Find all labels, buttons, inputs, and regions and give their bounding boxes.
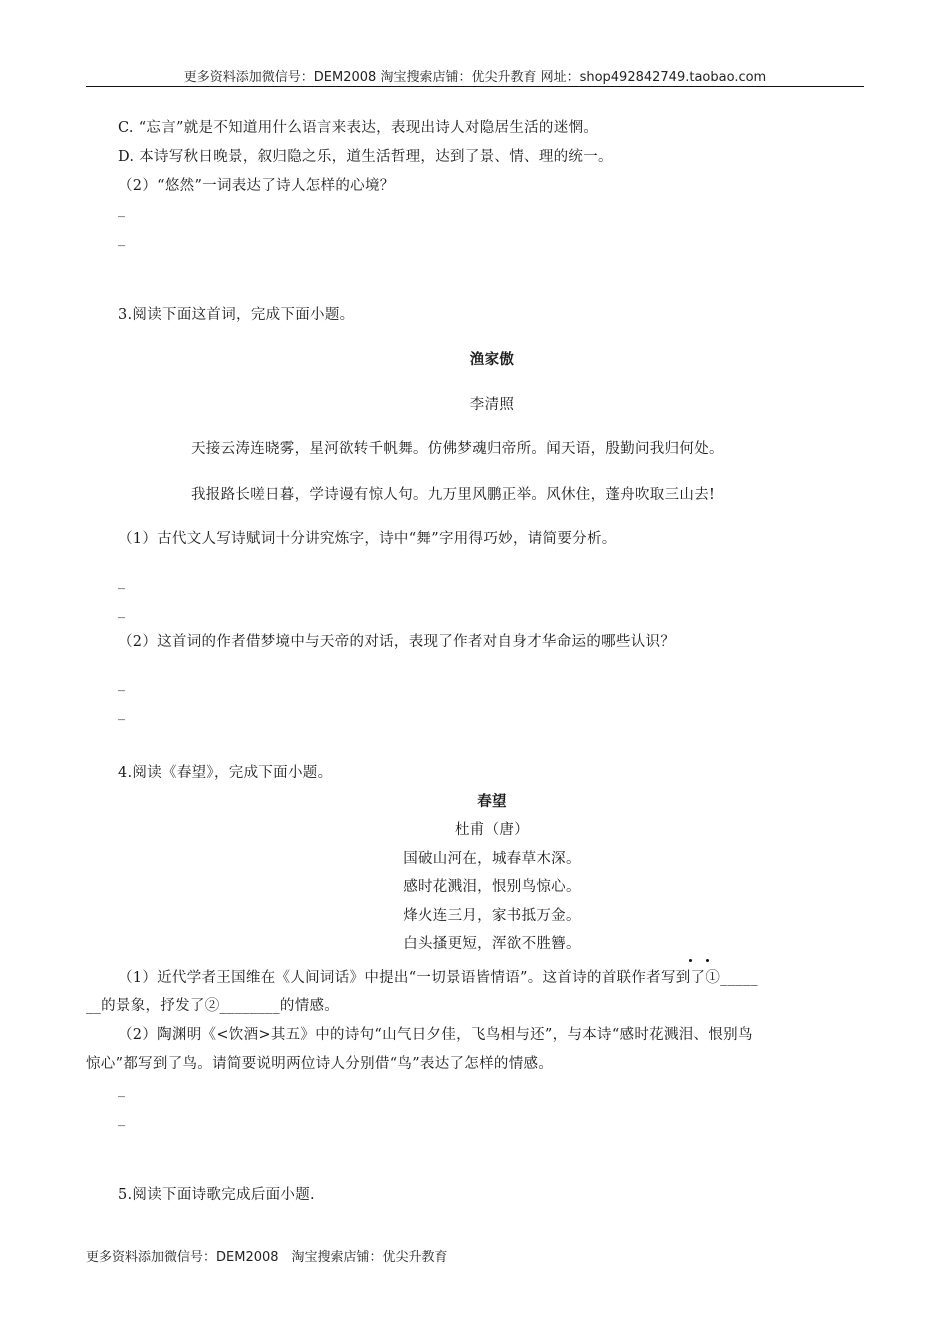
q4-sub2-blank-2[interactable]: _ xyxy=(118,1111,125,1127)
q4-intro: 4.阅读《春望》，完成下面小题。 xyxy=(118,765,333,781)
q4-sub1-line-1: （1）近代学者王国维在《人间词话》中提出“一切景语皆情语”。这首诗的首联作者写到了①_____ xyxy=(118,970,758,986)
q5-intro: 5.阅读下面诗歌完成后面小题. xyxy=(118,1187,315,1203)
q4-poem-line-1: 国破山河在，城春草木深。 xyxy=(403,851,581,867)
q4-poem-line-2: 感时花溅泪，恨别鸟惊心。 xyxy=(403,879,581,895)
q3-sub1-blank-1[interactable]: _ xyxy=(118,574,125,590)
q3-sub1-blank-2[interactable]: _ xyxy=(118,603,125,619)
emphasis-dot xyxy=(706,959,709,962)
q2-option-c: C. “忘言”就是不知道用什么语言来表达，表现出诗人对隐居生活的迷惘。 xyxy=(118,120,599,136)
q4-poem-author: 杜甫（唐） xyxy=(455,822,529,838)
q4-sub1-line-2: __的景象，抒发了②________的情感。 xyxy=(86,998,340,1014)
q2-option-d: D. 本诗写秋日晚景，叙归隐之乐，道生活哲理，达到了景、情、理的统一。 xyxy=(118,149,613,165)
q3-intro: 3.阅读下面这首词，完成下面小题。 xyxy=(118,307,355,323)
q3-poem-title: 渔家傲 xyxy=(469,351,515,368)
q4-poem-title: 春望 xyxy=(477,793,507,810)
q3-sub2: （2）这首词的作者借梦境中与天帝的对话，表现了作者对自身才华命运的哪些认识？ xyxy=(118,634,676,650)
emphasis-dot xyxy=(689,959,692,962)
page-header: 更多资料添加微信号：DEM2008 淘宝搜索店铺：优尖升教育 网址：shop492842749.taobao.com xyxy=(183,70,767,85)
q4-poem-line-3: 烽火连三月，家书抵万金。 xyxy=(403,908,581,924)
q3-poem-line-2: 我报路长嗟日暮，学诗谩有惊人句。九万里风鹏正举。风休住，蓬舟吹取三山去! xyxy=(191,487,716,503)
q3-sub1: （1）古代文人写诗赋词十分讲究炼字，诗中“舞”字用得巧妙，请简要分析。 xyxy=(118,531,617,547)
q4-sub2-line-2: 惊心”都写到了鸟。请简要说明两位诗人分别借“鸟”表达了怎样的情感。 xyxy=(86,1056,554,1072)
q4-sub2-blank-1[interactable]: _ xyxy=(118,1082,125,1098)
q3-sub2-blank-2[interactable]: _ xyxy=(118,705,125,721)
q2-sub2: （2）“悠然”一词表达了诗人怎样的心境？ xyxy=(118,178,395,194)
q2-answer-blank-1[interactable]: _ xyxy=(118,202,125,218)
page-footer: 更多资料添加微信号：DEM2008 淘宝搜索店铺：优尖升教育 xyxy=(86,1250,448,1265)
q3-poem-line-1: 天接云涛连晓雾，星河欲转千帆舞。仿佛梦魂归帝所。闻天语，殷勤问我归何处。 xyxy=(191,441,724,457)
q2-answer-blank-2[interactable]: _ xyxy=(118,231,125,247)
q4-poem-line-4: 白头搔更短，浑欲不胜簪。 xyxy=(403,936,581,952)
q4-sub2-line-1: （2）陶渊明《<饮酒>其五》中的诗句“山气日夕佳，飞鸟相与还”，与本诗“感时花溅泪、恨别鸟 xyxy=(118,1027,753,1043)
header-rule xyxy=(86,86,864,87)
q3-sub2-blank-1[interactable]: _ xyxy=(118,676,125,692)
q3-poem-author: 李清照 xyxy=(469,397,515,413)
